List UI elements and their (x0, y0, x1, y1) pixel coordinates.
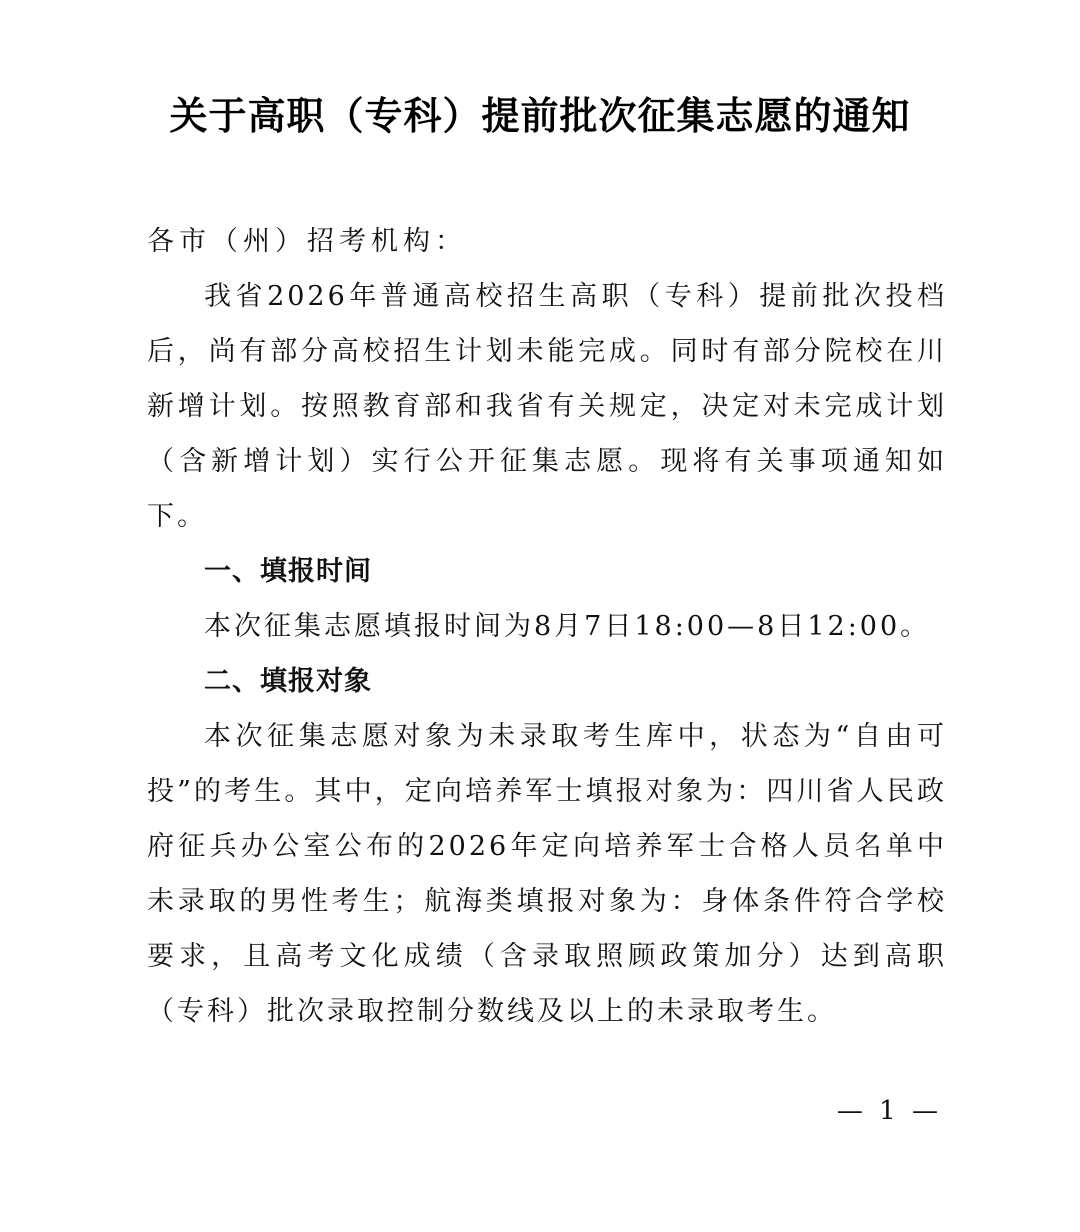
section-heading-target: 二、填报对象 (204, 666, 372, 697)
section-text-time: 本次征集志愿填报时间为8月7日18:00—8日12:00。 (204, 611, 931, 642)
document-title: 关于高职（专科）提前批次征集志愿的通知 (169, 94, 911, 138)
intro-paragraph: 我省2026年普通高校招生高职（专科）提前批次投档后，尚有部分高校招生计划未能完成。同时有部分院校在川新增计划。按照教育部和我省有关规定，决定对未完成计划（含新增计划）实行公开征集志愿。现将有关事项通知如下。 (147, 281, 947, 532)
section-heading-time: 一、填报时间 (204, 556, 372, 587)
document-body (147, 214, 947, 1039)
salutation: 各市（州）招考机构： (147, 226, 467, 257)
section-text-target: 本次征集志愿对象为未录取考生库中，状态为“自由可投”的考生。其中，定向培养军士填报对象为：四川省人民政府征兵办公室公布的2026年定向培养军士合格人员名单中未录取的男性考生；航海类填报对象为：身体条件符合学校要求，且高考文化成绩（含录取照顾政策加分）达到高职（专科）批次录取控制分数线及以上的未录取考生。 (147, 721, 947, 1027)
page-number: — 1 — (836, 1096, 942, 1126)
